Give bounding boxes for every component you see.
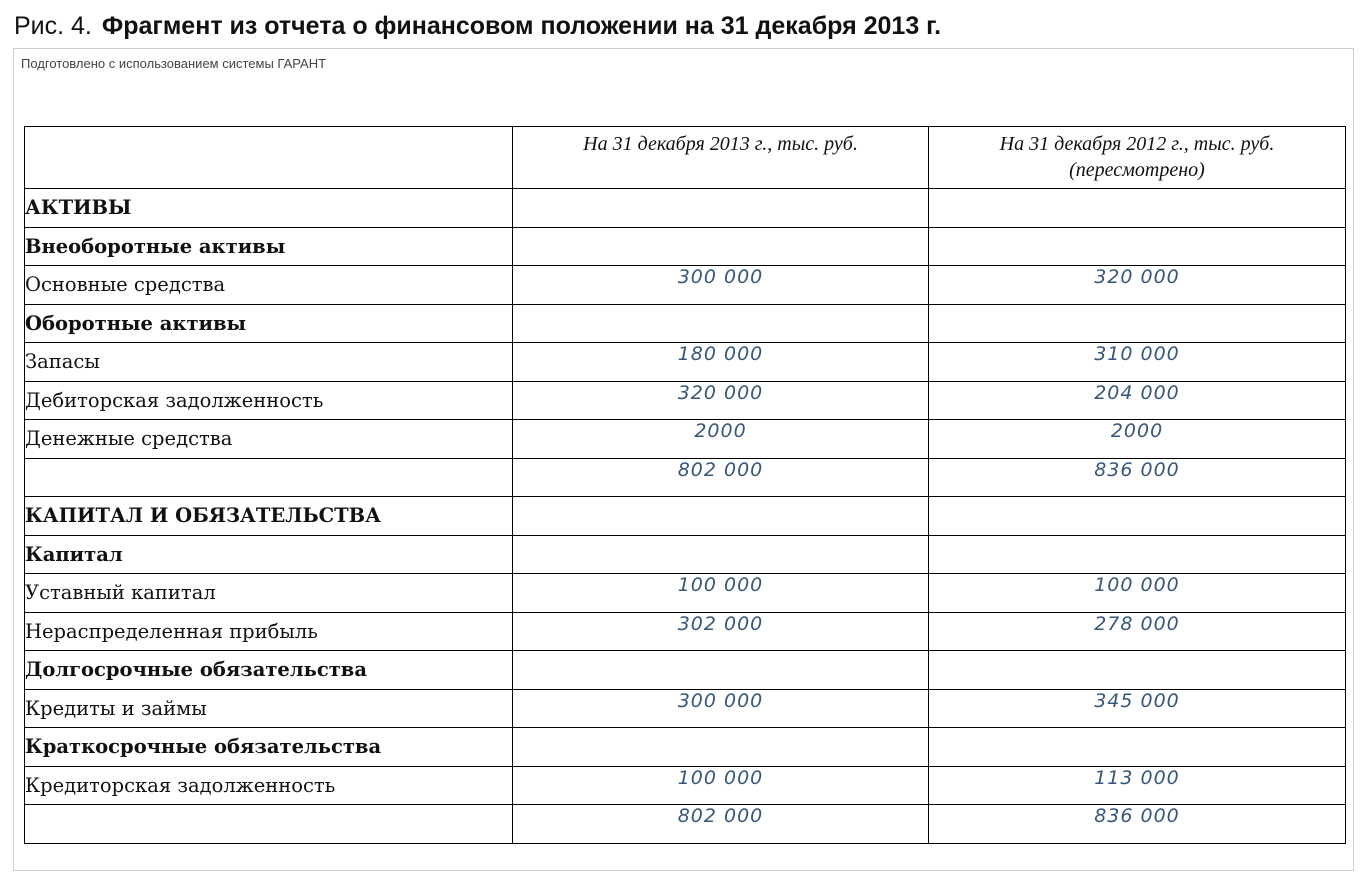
line-item-label-cell: Кредиторская задолженность bbox=[25, 766, 513, 805]
header-2012-cell bbox=[929, 127, 1346, 189]
figure-label: Рис. 4. bbox=[14, 12, 92, 40]
table-row bbox=[25, 304, 1346, 343]
value-2013-cell bbox=[513, 304, 929, 343]
value-2012-cell: 310 000 bbox=[929, 343, 1346, 382]
section-heading-cell: Долгосрочные обязательства bbox=[25, 651, 513, 690]
header-2013-text: На 31 декабря 2013 г., тыс. руб. bbox=[583, 133, 858, 155]
section-heading-cell: КАПИТАЛ И ОБЯЗАТЕЛЬСТВА bbox=[25, 497, 513, 536]
value-2013-cell bbox=[513, 651, 929, 690]
header-2012-text: На 31 декабря 2012 г., тыс. руб. bbox=[999, 133, 1275, 155]
financial-position-table bbox=[24, 126, 1346, 844]
table-row bbox=[25, 227, 1346, 266]
section-heading-cell: Капитал bbox=[25, 535, 513, 574]
value-2012-cell bbox=[929, 535, 1346, 574]
table-row bbox=[25, 189, 1346, 228]
value-2012-cell bbox=[929, 728, 1346, 767]
value-2012-cell: 2000 bbox=[929, 420, 1346, 459]
line-item-label-cell: Основные средства bbox=[25, 266, 513, 305]
table-row bbox=[25, 612, 1346, 651]
value-2013-cell: 100 000 bbox=[513, 766, 929, 805]
source-note: Подготовлено с использованием системы ГАРАНТ bbox=[21, 56, 327, 71]
value-2013-cell bbox=[513, 728, 929, 767]
value-2012-cell bbox=[929, 227, 1346, 266]
line-item-label-cell: Запасы bbox=[25, 343, 513, 382]
value-2012-cell: 836 000 bbox=[929, 458, 1346, 497]
value-2013-cell: 300 000 bbox=[513, 266, 929, 305]
value-2013-cell bbox=[513, 535, 929, 574]
value-2013-cell: 180 000 bbox=[513, 343, 929, 382]
table-row bbox=[25, 651, 1346, 690]
header-2012-note: (пересмотрено) bbox=[1069, 159, 1205, 181]
header-2013-cell bbox=[513, 127, 929, 189]
line-item-label-cell bbox=[25, 458, 513, 497]
value-2012-cell bbox=[929, 497, 1346, 536]
line-item-label-cell: Денежные средства bbox=[25, 420, 513, 459]
value-2013-cell bbox=[513, 189, 929, 228]
value-2012-cell: 345 000 bbox=[929, 689, 1346, 728]
figure-title-text: Фрагмент из отчета о финансовом положении на 31 декабря 2013 г. bbox=[101, 12, 942, 40]
value-2013-cell: 2000 bbox=[513, 420, 929, 459]
line-item-label-cell: Дебиторская задолженность bbox=[25, 381, 513, 420]
figure-title bbox=[14, 10, 941, 42]
value-2013-cell: 302 000 bbox=[513, 612, 929, 651]
value-2013-cell: 802 000 bbox=[513, 458, 929, 497]
value-2013-cell: 100 000 bbox=[513, 574, 929, 613]
table-row bbox=[25, 535, 1346, 574]
value-2013-cell: 802 000 bbox=[513, 805, 929, 844]
table-row bbox=[25, 266, 1346, 305]
value-2012-cell: 113 000 bbox=[929, 766, 1346, 805]
table-row bbox=[25, 497, 1346, 536]
header-label-cell bbox=[25, 127, 513, 189]
line-item-label-cell: Нераспределенная прибыль bbox=[25, 612, 513, 651]
table-row bbox=[25, 805, 1346, 844]
table-row bbox=[25, 458, 1346, 497]
value-2013-cell bbox=[513, 227, 929, 266]
value-2012-cell: 320 000 bbox=[929, 266, 1346, 305]
table-row bbox=[25, 420, 1346, 459]
value-2012-cell: 100 000 bbox=[929, 574, 1346, 613]
value-2013-cell: 320 000 bbox=[513, 381, 929, 420]
section-heading-cell: Краткосрочные обязательства bbox=[25, 728, 513, 767]
value-2012-cell bbox=[929, 189, 1346, 228]
value-2012-cell: 204 000 bbox=[929, 381, 1346, 420]
section-heading-cell: Оборотные активы bbox=[25, 304, 513, 343]
line-item-label-cell: Уставный капитал bbox=[25, 574, 513, 613]
value-2013-cell bbox=[513, 497, 929, 536]
section-heading-cell: АКТИВЫ bbox=[25, 189, 513, 228]
table-row bbox=[25, 689, 1346, 728]
value-2013-cell: 300 000 bbox=[513, 689, 929, 728]
line-item-label-cell bbox=[25, 805, 513, 844]
table-row bbox=[25, 728, 1346, 767]
table-row bbox=[25, 766, 1346, 805]
value-2012-cell bbox=[929, 304, 1346, 343]
line-item-label-cell: Кредиты и займы bbox=[25, 689, 513, 728]
table-header-row bbox=[25, 127, 1346, 189]
table-row bbox=[25, 574, 1346, 613]
table-row bbox=[25, 381, 1346, 420]
value-2012-cell bbox=[929, 651, 1346, 690]
table-body bbox=[25, 189, 1346, 844]
value-2012-cell: 836 000 bbox=[929, 805, 1346, 844]
value-2012-cell: 278 000 bbox=[929, 612, 1346, 651]
section-heading-cell: Внеоборотные активы bbox=[25, 227, 513, 266]
table-row bbox=[25, 343, 1346, 382]
